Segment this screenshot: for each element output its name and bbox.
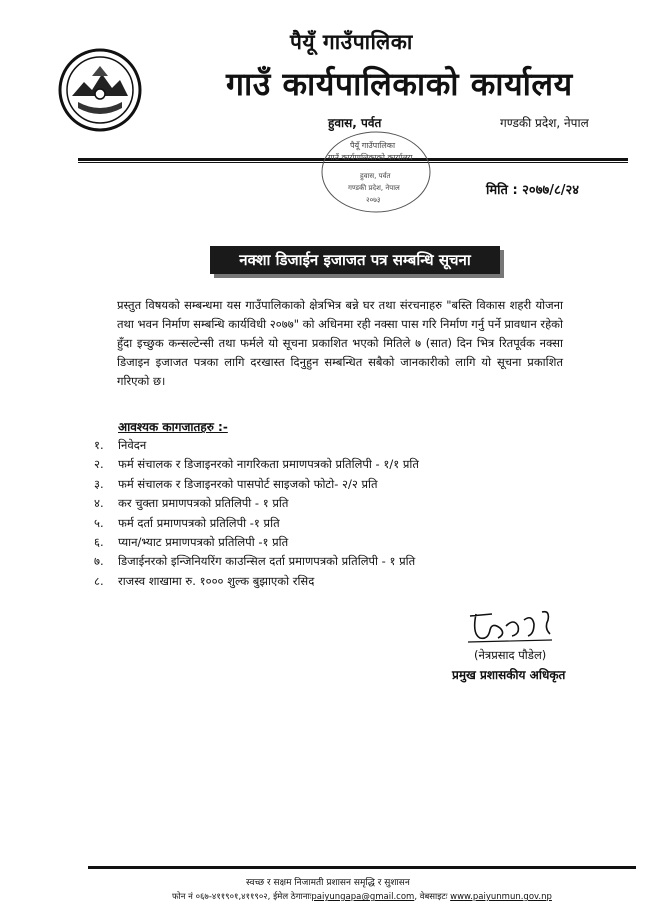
list-item-number: २. [94,457,104,472]
stamp-line-3: हुवास, पर्वत [360,172,391,180]
list-item-text: फर्म संचालक र डिजाइनरको नागरिकता प्रमाणपत्रको प्रतिलिपी - १/१ प्रति [118,457,419,472]
list-item-number: ३. [94,476,104,491]
province-name: गण्डकी प्रदेश, नेपाल [500,116,589,130]
office-title: गाउँ कार्यपालिकाको कार्यालय [226,65,573,103]
email-link[interactable]: paiyungapa@gmail.com [311,892,415,902]
list-item-number: १. [94,438,104,452]
list-item [94,552,419,571]
website-link[interactable]: www.paiyunmun.gov.np [450,892,552,902]
list-item-number: ६. [94,534,104,549]
list-item-number: ८. [94,573,104,588]
signature [462,604,562,648]
list-item-text: प्यान/भ्याट प्रमाणपत्रको प्रतिलिपी -१ प्रति [118,534,289,549]
footer-divider [88,866,636,869]
office-stamp [320,130,432,214]
list-item [94,475,419,494]
list-item-text: फर्म दर्ता प्रमाणपत्रको प्रतिलिपी -१ प्रति [118,515,280,530]
list-item [94,533,419,552]
list-item [94,455,419,474]
stamp-line-1: पैयूँ गाउँपालिका [350,141,396,150]
list-item-text: फर्म संचालक र डिजाइनरको पासपोर्ट साइजको फोटो- २/२ प्रति [118,476,378,491]
stamp-line-2: गाउँ कार्यपालिकाको कार्यालय [328,153,413,162]
signatory-title: प्रमुख प्रशासकीय अधिकृत [452,668,566,682]
footer-contact [172,891,552,902]
website-label: , वेबसाइटः [414,892,451,902]
list-item [94,572,419,591]
footer-contact-text: फोन नं ०६७-४११९०१,४११९०२, ईमेल ठेगानाः [172,892,312,902]
government-emblem-icon [58,48,142,132]
requirements-list [94,436,419,591]
signatory-name: (नेत्रप्रसाद पौडेल) [474,648,547,662]
stamp-line-5: २०७३ [366,196,381,204]
notice-subject-text: नक्शा डिजाईन इजाजत पत्र सम्बन्धि सूचना [239,251,471,269]
footer-motto: स्वच्छ र सक्षम निजामती प्रशासन समृद्धि र सुशासन [246,878,410,888]
list-item [94,494,419,513]
notice-body: प्रस्तुत विषयको सम्बन्धमा यस गाउँपालिकाको क्षेत्रभित्र बन्ने घर तथा संरचनाहरु "बस्ति विकास शहरी योजना तथा भवन निर्माण सम्बन्धि कार्यविधी २०७७" को अधिनमा रही नक्सा पास गरि निर्माण गर्नु पर्ने प्रावधान रहेको हुँदा इच्छुक कन्सल्टेन्सी तथा फर्मले यो सूचना प्रकाशित भएको मितिले ७ (सात) दिन भित्र रितपूर्वक नक्सा डिजाइन इजाजत पत्रका लागि दरखास्त दिनुहुन सम्बन्धित सबैको जानकारीको लागि यो सूचना प्रकाशित गरिएको छ। [117,298,563,388]
list-item [94,514,419,533]
office-name: पैयूँ गाउँपालिका [290,30,413,54]
notice-subject [210,246,500,274]
list-item-number: ४. [94,496,104,511]
list-item-text: कर चुक्ता प्रमाणपत्रको प्रतिलिपी - १ प्रति [118,496,289,511]
list-item-text: डिजाईनरको इन्जिनियरिंग काउन्सिल दर्ता प्रमाणपत्रको प्रतिलिपी - १ प्रति [118,554,416,569]
list-item-text: निवेदन [118,438,147,452]
list-item [94,436,419,455]
stamp-line-4: गण्डकी प्रदेश, नेपाल [348,184,400,192]
notice-date: मिति : २०७७/८/२४ [486,183,579,198]
list-item-text: राजस्व शाखामा रु. १००० शुल्क बुझाएको रसिद [118,573,315,588]
requirements-heading: आवश्यक कागजातहरु :- [118,420,228,434]
office-location: हुवास, पर्वत [328,116,382,130]
list-item-number: ५. [94,515,104,530]
list-item-number: ७. [94,554,104,569]
